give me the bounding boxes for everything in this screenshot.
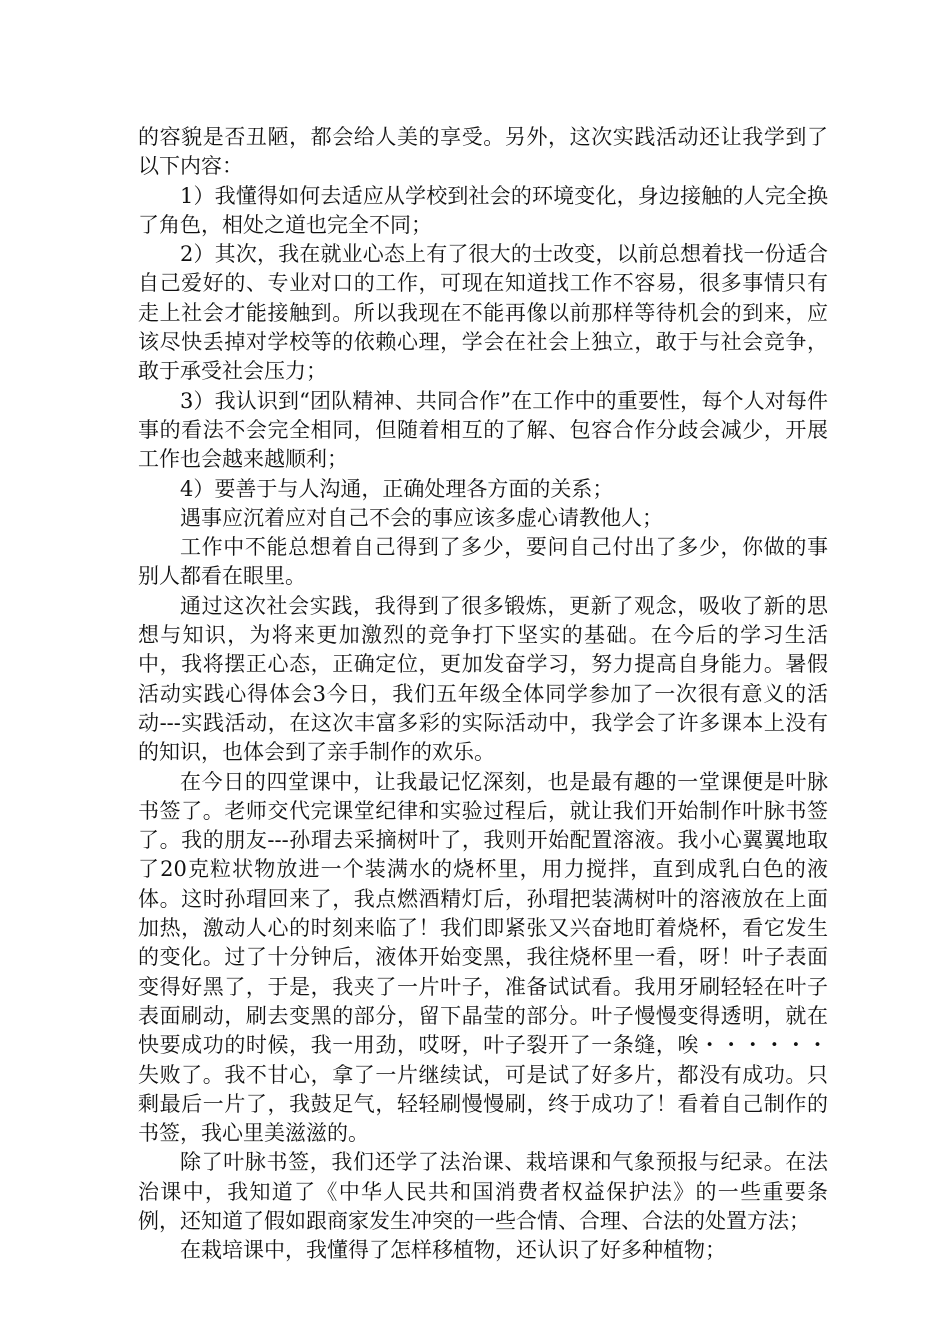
paragraph-2: 1）我懂得如何去适应从学校到社会的环境变化，身边接触的人完全换了角色，相处之道也完全不同； [138, 183, 828, 237]
paragraph-8: 通过这次社会实践，我得到了很多锻炼，更新了观念，吸收了新的思想与知识，为将来更加激烈的竞争打下坚实的基础。在今后的学习生活中，我将摆正心态，正确定位，更加发奋学习，努力提高自身能力。暑假活动实践心得体会3今日，我们五年级全体同学参加了一次很有意义的活动---实践活动，在这次丰富多彩的实际活动中，我学会了许多课本上没有的知识，也体会到了亲手制作的欢乐。 [138, 593, 828, 765]
paragraph-6: 遇事应沉着应对自己不会的事应该多虚心请教他人； [180, 505, 663, 530]
paragraph-9: 在今日的四堂课中，让我最记忆深刻，也是最有趣的一堂课便是叶脉书签了。老师交代完课堂纪律和实验过程后，就让我们开始制作叶脉书签了。我的朋友---孙瑁去采摘树叶了，我则开始配置溶液。我小心翼翼地取了20克粒状物放进一个装满水的烧杯里，用力搅拌，直到成乳白色的液体。这时孙瑁回来了，我点燃酒精灯后，孙瑁把装满树叶的溶液放在上面加热，激动人心的时刻来临了！我们即紧张又兴奋地盯着烧杯，看它发生的变化。过了十分钟后，液体开始变黑，我往烧杯里一看，呀！叶子表面变得好黑了，于是，我夹了一片叶子，准备试试看。我用牙刷轻轻在叶子表面刷动，刷去变黑的部分，留下晶莹的部分。叶子慢慢变得透明，就在快要成功的时候，我一用劲，哎呀，叶子裂开了一条缝，唉・・・・・・失败了。我不甘心，拿了一片继续试，可是试了好多片，都没有成功。只剩最后一片了，我鼓足气，轻轻刷慢慢刷，终于成功了！看着自己制作的书签，我心里美滋滋的。 [138, 769, 828, 1146]
paragraph-10: 除了叶脉书签，我们还学了法治课、栽培课和气象预报与纪录。在法治课中，我知道了《中华人民共和国消费者权益保护法》的一些重要条例，还知道了假如跟商家发生冲突的一些合情、合理、合法的处置方法； [138, 1150, 828, 1233]
paragraph-3: 2）其次，我在就业心态上有了很大的士改变，以前总想着找一份适合自己爱好的、专业对口的工作，可现在知道找工作不容易，很多事情只有走上社会才能接触到。所以我现在不能再像以前那样等待机会的到来，应该尽快丢掉对学校等的依赖心理，学会在社会上独立，敢于与社会竞争，敢于承受社会压力； [138, 242, 828, 384]
document-body [138, 123, 828, 1266]
paragraph-5: 4）要善于与人沟通，正确处理各方面的关系； [180, 476, 614, 501]
paragraph-7: 工作中不能总想着自己得到了多少，要问自己付出了多少，你做的事别人都看在眼里。 [138, 535, 828, 589]
paragraph-4: 3）我认识到“团队精神、共同合作”在工作中的重要性，每个人对每件事的看法不会完全相同，但随着相互的了解、包容合作分歧会减少，开展工作也会越来越顺利； [138, 388, 828, 472]
paragraph-1: 的容貌是否丑陋，都会给人美的享受。另外，这次实践活动还让我学到了以下内容： [138, 125, 828, 179]
paragraph-11: 在栽培课中，我懂得了怎样移植物，还认识了好多种植物； [180, 1238, 726, 1263]
